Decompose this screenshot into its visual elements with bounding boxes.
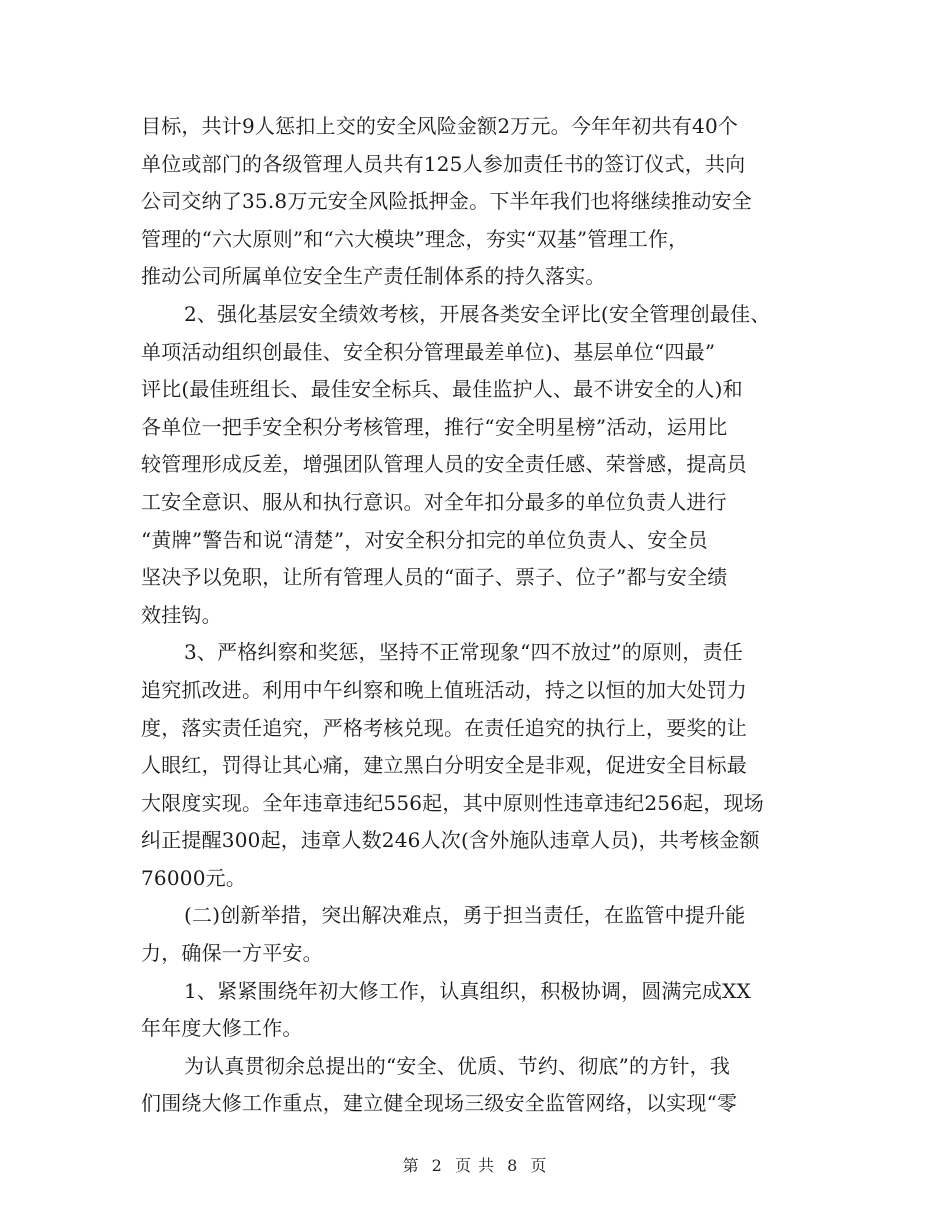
text-line: 年年度大修工作。 (141, 1016, 303, 1041)
text-line: 效挂钩。 (141, 602, 222, 627)
paragraph-start-line: 3、严格纠察和奖惩，坚持不正常现象“四不放过”的原则，责任 (184, 640, 743, 665)
text-line: 较管理形成反差，增强团队管理人员的安全责任感、荣誉感，提高员 (141, 452, 747, 477)
text-line: 追究抓改进。利用中午纠察和晚上值班活动，持之以恒的加大处罚力 (141, 677, 747, 702)
text-line: 推动公司所属单位安全生产责任制体系的持久落实。 (141, 264, 606, 289)
text-line: 度，落实责任追究，严格考核兑现。在责任追究的执行上，要奖的让 (141, 715, 747, 740)
paragraph-start-line: 为认真贯彻余总提出的“安全、优质、节约、彻底”的方针，我 (184, 1053, 731, 1078)
text-line: 管理的“六大原则”和“六大模块”理念，夯实“双基”管理工作， (141, 226, 689, 251)
page-footer (0, 1153, 950, 1176)
text-line: 单位或部门的各级管理人员共有125人参加责任书的签订仪式，共向 (141, 151, 746, 176)
text-line: 工安全意识、服从和执行意识。对全年扣分最多的单位负责人进行 (141, 489, 727, 514)
document-body (141, 108, 813, 1123)
footer-suffix: 页 (530, 1156, 548, 1175)
text-line: 力，确保一方平安。 (141, 941, 323, 966)
text-line: 人眼红，罚得让其心痛，建立黑白分明安全是非观，促进安全目标最 (141, 753, 747, 778)
text-line: 76000元。 (141, 865, 247, 890)
text-line: 坚决予以免职，让所有管理人员的“面子、票子、位子”都与安全绩 (141, 565, 728, 590)
paragraph-start-line: 1、紧紧围绕年初大修工作，认真组织，积极协调，圆满完成XX (184, 978, 752, 1003)
text-line: “黄牌”警告和说“清楚”，对安全积分扣完的单位负责人、安全员 (141, 527, 708, 552)
text-line: 们围绕大修工作重点，建立健全现场三级安全监管网络，以实现“零 (141, 1091, 738, 1116)
text-line: 大限度实现。全年违章违纪556起，其中原则性违章违纪256起，现场 (141, 790, 764, 815)
text-line: 评比(最佳班组长、最佳安全标兵、最佳监护人、最不讲安全的人)和 (141, 377, 743, 402)
paragraph-start-line: 2、强化基层安全绩效考核，开展各类安全评比(安全管理创最佳、 (184, 301, 771, 326)
footer-prefix: 第 (402, 1156, 420, 1175)
text-line: 目标，共计9人惩扣上交的安全风险金额2万元。今年年初共有40个 (141, 114, 739, 138)
text-line: 公司交纳了35.8万元安全风险抵押金。下半年我们也将继续推动安全 (141, 189, 752, 214)
footer-mid: 页 共 (454, 1156, 496, 1175)
text-line: 纠正提醒300起，违章人数246人次(含外施队违章人员)，共考核金额 (141, 828, 760, 853)
text-line: 单项活动组织创最佳、安全积分管理最差单位)、基层单位“四最” (141, 339, 716, 364)
total-page-count: 8 (507, 1156, 519, 1175)
text-line: 各单位一把手安全积分考核管理，推行“安全明星榜”活动，运用比 (141, 414, 728, 439)
current-page-number: 2 (431, 1156, 443, 1175)
paragraph-start-line: (二)创新举措，突出解决难点，勇于担当责任，在监管中提升能 (184, 903, 746, 928)
